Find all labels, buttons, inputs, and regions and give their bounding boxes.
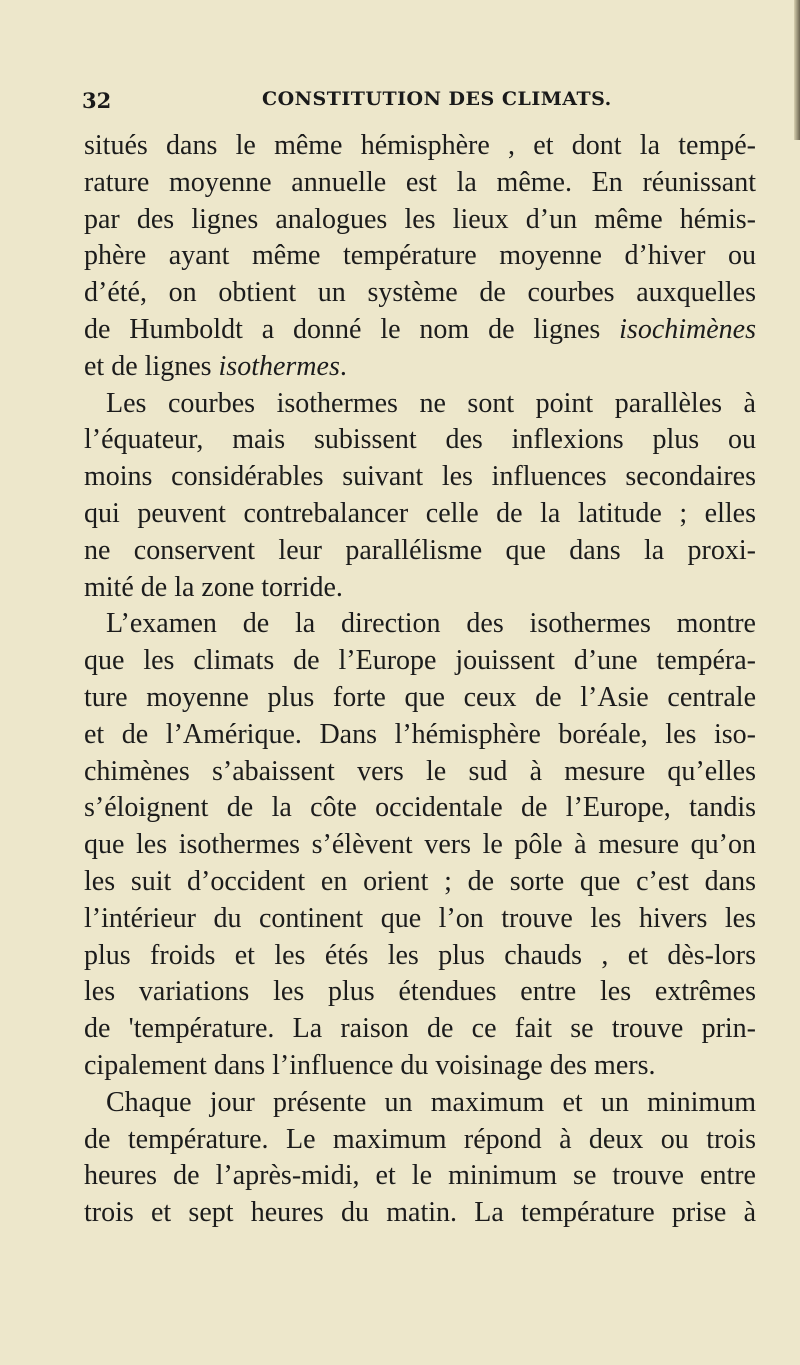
text-line: mité de la zone torride. <box>84 571 343 603</box>
text-line: et de l’Amérique. Dans l’hémisphère boréale, les iso- <box>84 718 756 750</box>
text-line: situés dans le même hémisphère , et dont la tempé- <box>84 130 756 161</box>
text-line: de température. Le maximum répond à deux ou trois <box>84 1123 756 1155</box>
text-line: que les isothermes s’élèvent vers le pôle à mesure qu’on <box>84 829 756 861</box>
text-line: trois et sept heures du matin. La température prise à <box>84 1197 756 1229</box>
text-line: ne conservent leur parallélisme que dans la proxi- <box>84 534 756 566</box>
text-line: ture moyenne plus forte que ceux de l’Asie centrale <box>84 681 756 713</box>
page-edge-shadow <box>794 0 800 140</box>
text-line: les suit d’occident en orient ; de sorte que c’est dans <box>84 865 756 897</box>
text-line: Chaque jour présente un maximum et un minimum <box>106 1086 756 1118</box>
text-line: qui peuvent contrebalancer celle de la latitude ; elles <box>84 497 756 529</box>
text-line: moins considérables suivant les influences secondaires <box>84 461 756 493</box>
body-text <box>84 128 756 1232</box>
text-line: heures de l’après-midi, et le minimum se trouve entre <box>84 1160 756 1192</box>
text-line: L’examen de la direction des isothermes montre <box>106 608 756 640</box>
italic-term: isochimènes <box>619 313 756 345</box>
page-number: 32 <box>82 88 112 113</box>
text-line: plus froids et les étés les plus chauds , et dès-lors <box>84 939 756 971</box>
text-line: et de lignes isothermes. <box>84 350 347 382</box>
text-line: phère ayant même température moyenne d’hiver ou <box>84 240 756 272</box>
text-line: l’intérieur du continent que l’on trouve les hivers les <box>84 902 756 934</box>
text-line: s’éloignent de la côte occidentale de l’Europe, tandis <box>84 792 756 824</box>
italic-term: isothermes <box>218 350 340 382</box>
text-line: chimènes s’abaissent vers le sud à mesure qu’elles <box>84 755 756 787</box>
text-line: d’été, on obtient un système de courbes auxquelles <box>84 277 756 309</box>
text-line: de Humboldt a donné le nom de lignes isochimènes <box>84 313 756 345</box>
text-line: par des lignes analogues les lieux d’un même hémis- <box>84 203 756 235</box>
text-line: l’équateur, mais subissent des inflexions plus ou <box>84 424 756 456</box>
text-line: cipalement dans l’influence du voisinage des mers. <box>84 1049 656 1081</box>
text-line: de 'température. La raison de ce fait se trouve prin- <box>84 1013 756 1045</box>
text-line: que les climats de l’Europe jouissent d’une tempéra- <box>84 645 756 677</box>
text-line: les variations les plus étendues entre les extrêmes <box>84 976 756 1008</box>
text-line: rature moyenne annuelle est la même. En réunissant <box>84 166 756 198</box>
running-title: CONSTITUTION DES CLIMATS. <box>262 88 612 110</box>
page-header <box>82 88 722 118</box>
text-line: Les courbes isothermes ne sont point parallèles à <box>106 387 756 419</box>
